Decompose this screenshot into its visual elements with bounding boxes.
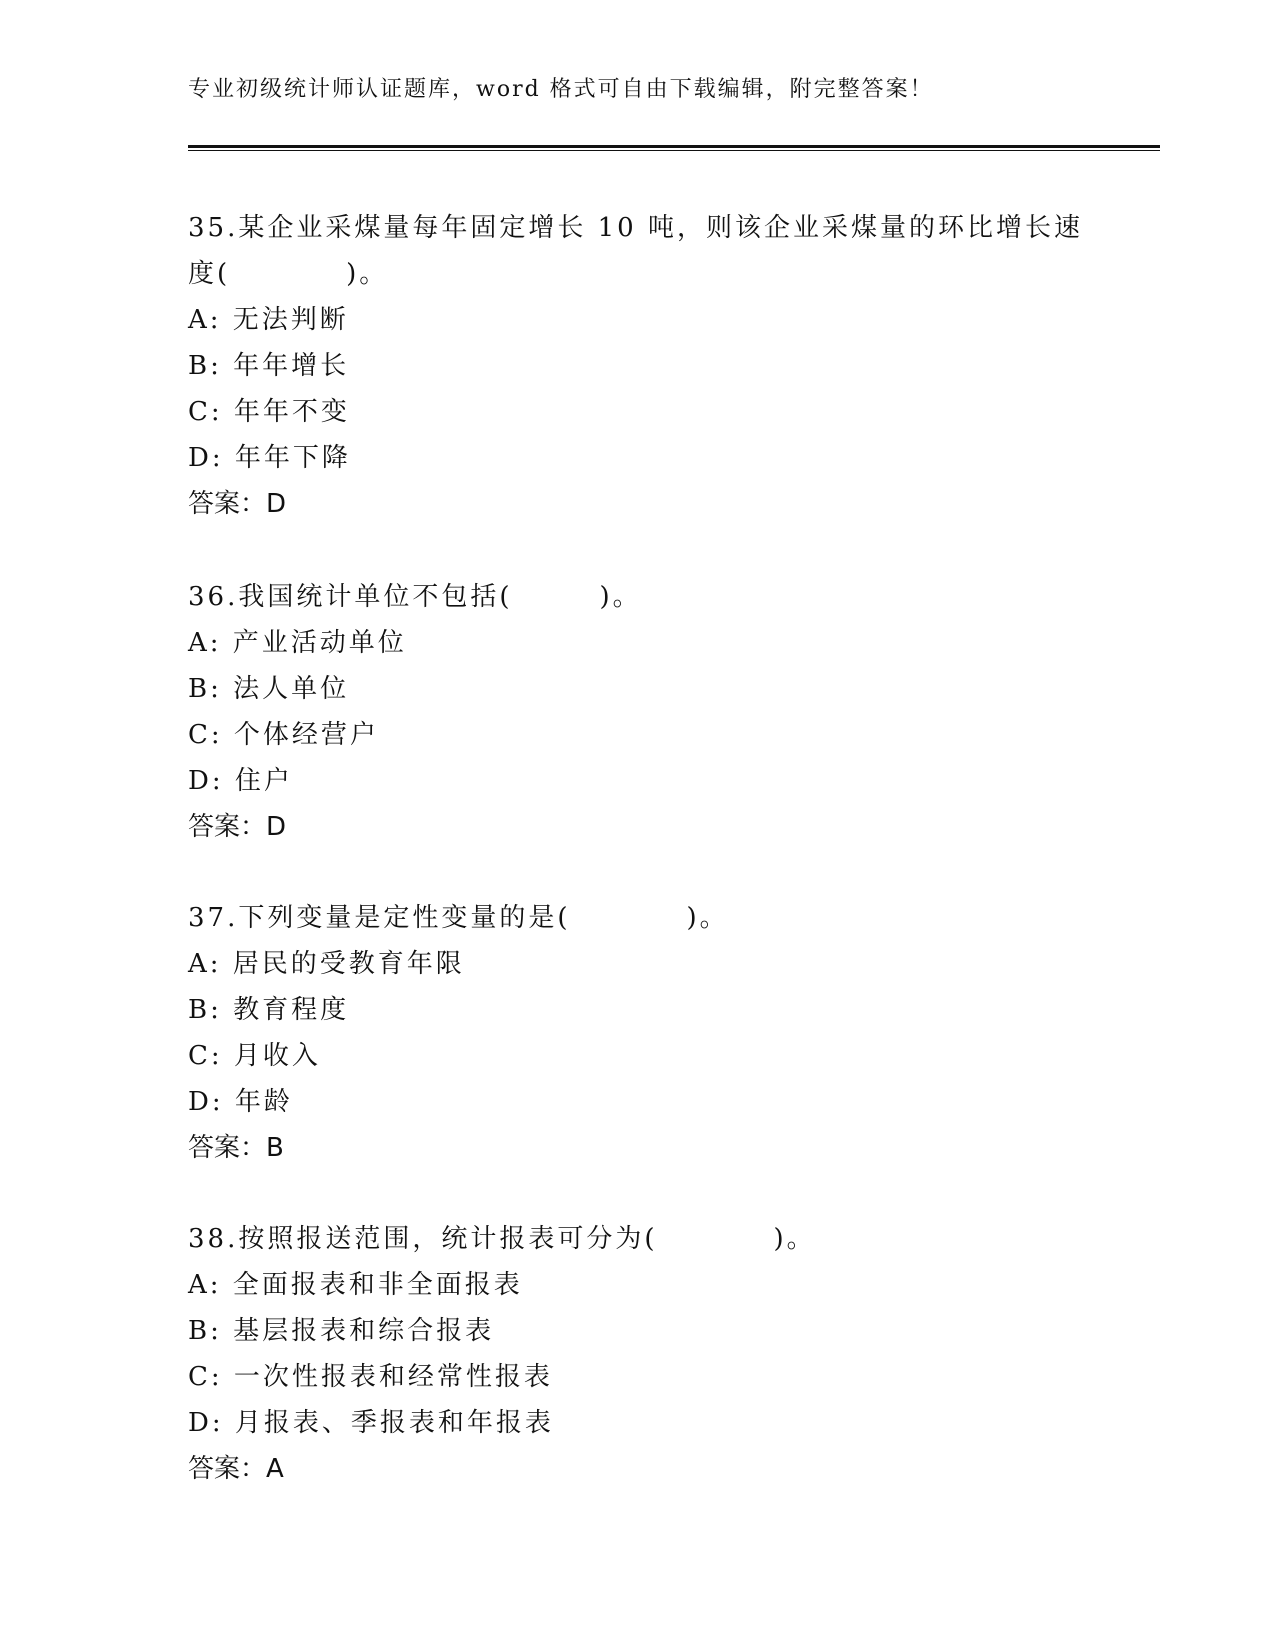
option-b: B: 基层报表和综合报表 (188, 1316, 495, 1346)
answer-line: 答案：D (188, 812, 287, 842)
option-c: C: 年年不变 (188, 397, 350, 427)
question-stem: 35.某企业采煤量每年固定增长 10 吨，则该企业采煤量的环比增长速度( )。 (188, 213, 1083, 289)
header-divider-thin (188, 150, 1160, 151)
option-b: B: 法人单位 (188, 674, 350, 704)
option-d: D: 月报表、季报表和年报表 (188, 1408, 554, 1438)
option-a: A: 无法判断 (188, 305, 349, 335)
option-a: A: 居民的受教育年限 (188, 949, 465, 979)
option-b: B: 教育程度 (188, 995, 350, 1025)
question-37 (188, 895, 1088, 1171)
answer-line: 答案：B (188, 1133, 284, 1163)
option-c: C: 一次性报表和经常性报表 (188, 1362, 553, 1392)
option-d: D: 年年下降 (188, 443, 351, 473)
option-c: C: 月收入 (188, 1041, 321, 1071)
option-b: B: 年年增长 (188, 351, 350, 381)
answer-line: 答案：D (188, 489, 287, 519)
question-38 (188, 1216, 1088, 1492)
page-header: 专业初级统计师认证题库，word 格式可自由下载编辑，附完整答案！ (188, 77, 934, 102)
option-a: A: 产业活动单位 (188, 628, 407, 658)
question-stem: 38.按照报送范围，统计报表可分为( )。 (188, 1224, 816, 1254)
option-a: A: 全面报表和非全面报表 (188, 1270, 523, 1300)
answer-line: 答案：A (188, 1454, 284, 1484)
option-d: D: 年龄 (188, 1087, 293, 1117)
question-35 (188, 205, 1088, 527)
question-stem: 36.我国统计单位不包括( )。 (188, 582, 642, 612)
question-36 (188, 574, 1088, 850)
option-c: C: 个体经营户 (188, 720, 379, 750)
header-divider-thick (188, 145, 1160, 148)
question-stem: 37.下列变量是定性变量的是( )。 (188, 903, 729, 933)
option-d: D: 住户 (188, 766, 293, 796)
